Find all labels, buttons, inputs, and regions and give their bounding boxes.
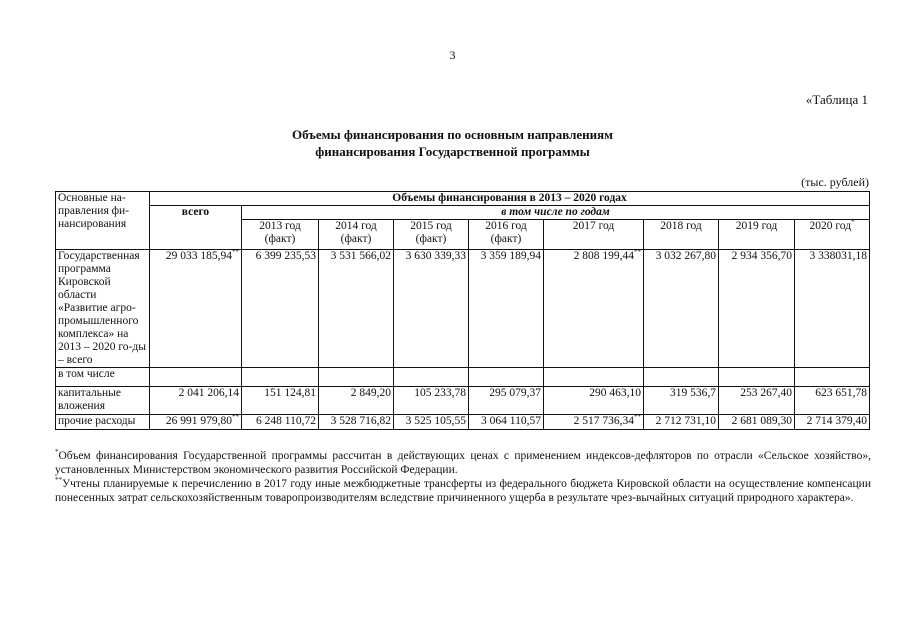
header-year-2013: 2013 год (факт) <box>242 220 319 250</box>
row-capital-2019: 253 267,40 <box>719 387 795 415</box>
page-number: 3 <box>449 48 456 62</box>
row-other-2020: 2 714 379,40 <box>795 415 870 430</box>
year-2020-footnote-mark: * <box>851 218 855 227</box>
row-capital-2014: 2 849,20 <box>319 387 394 415</box>
row-capital-2013: 151 124,81 <box>242 387 319 415</box>
empty-cell <box>242 368 319 387</box>
row-program-total-value: 29 033 185,94 <box>165 250 232 262</box>
header-year-2014: 2014 год (факт) <box>319 220 394 250</box>
table-row <box>56 415 870 430</box>
header-volumes: Объемы финансирования в 2013 – 2020 годах <box>150 192 870 206</box>
row-program-2014: 3 531 566,02 <box>319 250 394 368</box>
header-year-2019: 2019 год <box>719 220 795 250</box>
header-year-2017: 2017 год <box>544 220 644 250</box>
row-program-2013: 6 399 235,53 <box>242 250 319 368</box>
row-program-2019: 2 934 356,70 <box>719 250 795 368</box>
empty-cell <box>319 368 394 387</box>
empty-cell <box>795 368 870 387</box>
row-capital-2018: 319 536,7 <box>644 387 719 415</box>
row-other-label: прочие расходы <box>56 415 150 430</box>
header-year-2020 <box>795 220 870 250</box>
row-program-2017-value: 2 808 199,44 <box>573 250 634 262</box>
footnote-1-mark: * <box>55 448 59 457</box>
table-row <box>56 387 870 415</box>
row-program-2020: 3 338031,18 <box>795 250 870 368</box>
table-row <box>56 368 870 387</box>
footnote-2-text: Учтены планируемые к перечислению в 2017 году иные межбюджетные трансферты из федерального бюджета Кировской области на осуществление компенсации понесенных затрат сельскохозяйственным товаропроизводителям вследствие причиненного ущерба в результате чрез-вычайных ситуаций природного характера». <box>55 478 871 504</box>
row-program-total-mark: ** <box>232 248 239 257</box>
row-other-total-value: 26 991 979,80 <box>165 415 232 427</box>
footnote-2 <box>55 477 871 505</box>
row-other-total <box>150 415 242 430</box>
row-capital-2015: 105 233,78 <box>394 387 469 415</box>
row-other-2016: 3 064 110,57 <box>469 415 544 430</box>
row-other-total-mark: ** <box>232 413 239 422</box>
row-capital-label: капитальные вложения <box>56 387 150 415</box>
row-capital-2017: 290 463,10 <box>544 387 644 415</box>
row-capital-2020: 623 651,78 <box>795 387 870 415</box>
row-capital-total: 2 041 206,14 <box>150 387 242 415</box>
row-program-total <box>150 250 242 368</box>
financing-table <box>55 191 870 430</box>
header-year-2015: 2015 год (факт) <box>394 220 469 250</box>
footnotes <box>55 449 871 505</box>
units-label: (тыс. рублей) <box>801 175 869 189</box>
row-capital-2016: 295 079,37 <box>469 387 544 415</box>
row-other-2013: 6 248 110,72 <box>242 415 319 430</box>
row-program-label: Государственная программа Кировской области «Развитие агро-промышленного комплекса» на 2013 – 2020 го-ды – всего <box>56 250 150 368</box>
empty-cell <box>644 368 719 387</box>
header-year-2016: 2016 год (факт) <box>469 220 544 250</box>
row-program-2016: 3 359 189,94 <box>469 250 544 368</box>
title-line-1: Объемы финансирования по основным направлениям <box>291 127 614 142</box>
header-year-2018: 2018 год <box>644 220 719 250</box>
title-line-2: финансирования Государственной программы <box>315 144 590 159</box>
empty-cell <box>150 368 242 387</box>
row-program-2018: 3 032 267,80 <box>644 250 719 368</box>
row-other-2017 <box>544 415 644 430</box>
table-reference: «Таблица 1 <box>805 92 868 107</box>
row-other-2019: 2 681 089,30 <box>719 415 795 430</box>
row-other-2015: 3 525 105,55 <box>394 415 469 430</box>
row-other-2018: 2 712 731,10 <box>644 415 719 430</box>
row-other-2017-mark: ** <box>634 413 641 422</box>
header-by-year: в том числе по годам <box>242 206 870 220</box>
year-2020-label: 2020 год <box>809 220 852 232</box>
empty-cell <box>469 368 544 387</box>
row-program-2017-mark: ** <box>634 248 641 257</box>
footnote-1 <box>55 449 871 477</box>
footnote-2-mark: ** <box>55 476 62 485</box>
document-title <box>0 126 905 160</box>
header-total: всего <box>150 206 242 250</box>
empty-cell <box>544 368 644 387</box>
footnote-1-text: Объем финансирования Государственной программы рассчитан в действующих ценах с применением индексов-дефляторов по отрасли «Сельское хозяйство», установленных Министерством экономического развития Российской Федерации. <box>55 450 871 476</box>
row-including-label: в том числе <box>56 368 150 387</box>
table-row <box>56 250 870 368</box>
row-other-2014: 3 528 716,82 <box>319 415 394 430</box>
header-direction: Основные на-правления фи-нансирования <box>56 192 150 250</box>
row-program-2017 <box>544 250 644 368</box>
empty-cell <box>394 368 469 387</box>
row-program-2015: 3 630 339,33 <box>394 250 469 368</box>
row-other-2017-value: 2 517 736,34 <box>573 415 634 427</box>
empty-cell <box>719 368 795 387</box>
